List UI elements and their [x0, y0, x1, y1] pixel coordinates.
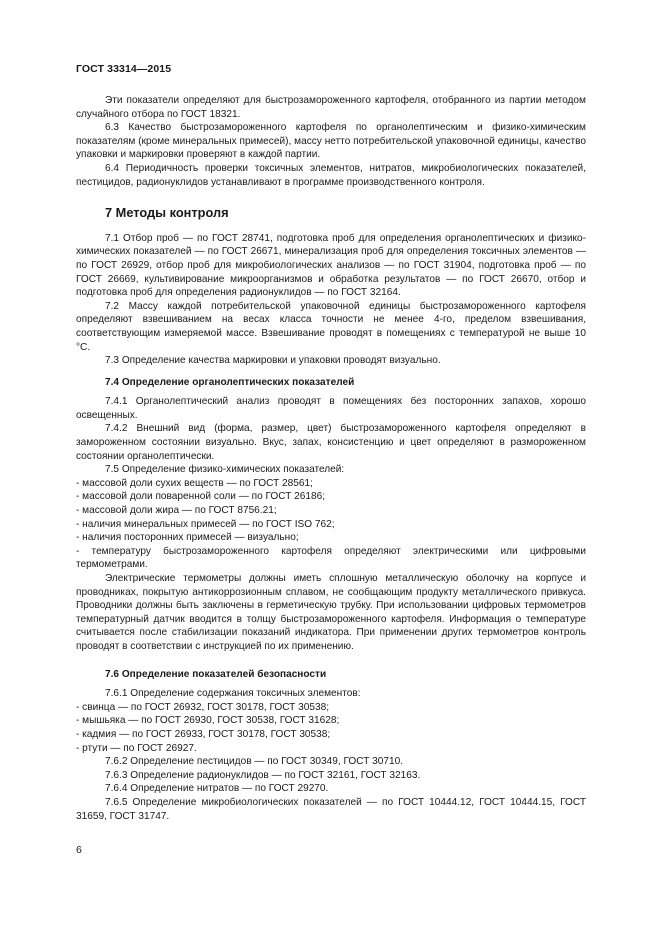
- intro-paragraph: 6.4 Периодичность проверки токсичных элементов, нитратов, микробиологических показателей, пестицидов, радионуклидов устанавливают в программе производственного контроля.: [76, 162, 586, 188]
- paragraph-thermometers: Электрические термометры должны иметь сплошную металлическую оболочку на корпусе и проводниках, покрытую антикоррозионным сплавом, не сообщающим продукту металлического привкуса. Проводники должны быть заключены в герметическую трубку. При использовании цифровых термометров температурный датчик вводится в толщу быстрозамороженного картофеля. Информация о температуре считывается после стабилизации показаний индикатора. При применении других термометров контроль проводят в соответствии с инструкцией по их применению.: [76, 573, 586, 652]
- paragraph-7-6-4: 7.6.4 Определение нитратов — по ГОСТ 29270.: [105, 783, 329, 795]
- paragraph-7-1: 7.1 Отбор проб — по ГОСТ 28741, подготовка проб для определения органолептических и физико-химических показателей — по ГОСТ 26671, минерализация проб для определения токсичных элементов — по ГОСТ 26929, отбор проб для микробиологических анализов — по ГОСТ 31904, подготовка проб — по ГОСТ 26669, культивирование микроорганизмов и обработка результатов — по ГОСТ 26670, отбор и подготовка проб для определения радионуклидов — по ГОСТ 32164.: [76, 232, 586, 299]
- paragraph-7-6-3: 7.6.3 Определение радионуклидов — по ГОСТ 32161, ГОСТ 32163.: [105, 769, 421, 781]
- page-number: 6: [76, 844, 82, 856]
- list-item: - массовой доли сухих веществ — по ГОСТ 28561;: [76, 477, 313, 489]
- list-item: - свинца — по ГОСТ 26932, ГОСТ 30178, ГОСТ 30538;: [76, 701, 330, 713]
- list-item: - массовой доли жира — по ГОСТ 8756.21;: [76, 505, 277, 517]
- paragraph-7-3: 7.3 Определение качества маркировки и упаковки проводят визуально.: [105, 355, 441, 367]
- paragraph-7-6-1: 7.6.1 Определение содержания токсичных элементов:: [105, 688, 361, 700]
- list-item: - мышьяка — по ГОСТ 26930, ГОСТ 30538, ГОСТ 31628;: [76, 715, 340, 727]
- paragraph-7-4-1: 7.4.1 Органолептический анализ проводят в помещениях без посторонних запахов, хорошо освещенных.: [76, 396, 586, 421]
- paragraph-7-6-2: 7.6.2 Определение пестицидов — по ГОСТ 30349, ГОСТ 30710.: [105, 756, 404, 768]
- section-heading: 7 Методы контроля: [105, 205, 229, 221]
- subsection-heading: 7.6 Определение показателей безопасности: [105, 668, 327, 680]
- intro-paragraph: Эти показатели определяют для быстрозамороженного картофеля, отобранного из партии методом случайного отбора по ГОСТ 18321.: [76, 95, 586, 120]
- paragraph-7-4-2: 7.4.2 Внешний вид (форма, размер, цвет) быстрозамороженного картофеля определяют в замороженном состоянии визуально. Вкус, запах, консистенцию и цвет определяют в размороженном состоянии органолептически.: [76, 423, 586, 462]
- list-item: - температуру быстрозамороженного картофеля определяют электрическими или цифровыми термометрами.: [76, 545, 586, 571]
- list-item: - наличия минеральных примесей — по ГОСТ ISO 762;: [76, 518, 335, 530]
- page-content: [76, 94, 586, 823]
- list-item: - наличия посторонних примесей — визуально;: [76, 532, 299, 544]
- paragraph-7-5: 7.5 Определение физико-химических показателей:: [105, 464, 345, 476]
- paragraph-7-2: 7.2 Массу каждой потребительской упаковочной единицы быстрозамороженного картофеля определяют взвешиванием на весах класса точности не менее 4-го, пределом взвешивания, соответствующим измеряемой массе. Взвешивание проводят в помещениях с температурой не выше 10 °С.: [76, 300, 586, 353]
- list-item: - кадмия — по ГОСТ 26933, ГОСТ 30178, ГОСТ 30538;: [76, 728, 331, 740]
- list-item: - ртути — по ГОСТ 26927.: [76, 742, 197, 754]
- paragraph-7-6-5: 7.6.5 Определение микробиологических показателей — по ГОСТ 10444.12, ГОСТ 10444.15, ГОСТ 31659, ГОСТ 31747.: [76, 796, 586, 822]
- subsection-heading: 7.4 Определение органолептических показателей: [105, 376, 355, 388]
- list-item: - массовой доли поваренной соли — по ГОСТ 26186;: [76, 491, 326, 503]
- intro-paragraph: 6.3 Качество быстрозамороженного картофеля по органолептическим и физико-химическим показателям (кроме минеральных примесей), массу нетто потребительской упаковочной единицы, качество упаковки и маркировки проверяют в каждой партии.: [76, 122, 586, 161]
- standard-header: ГОСТ 33314—2015: [76, 63, 172, 75]
